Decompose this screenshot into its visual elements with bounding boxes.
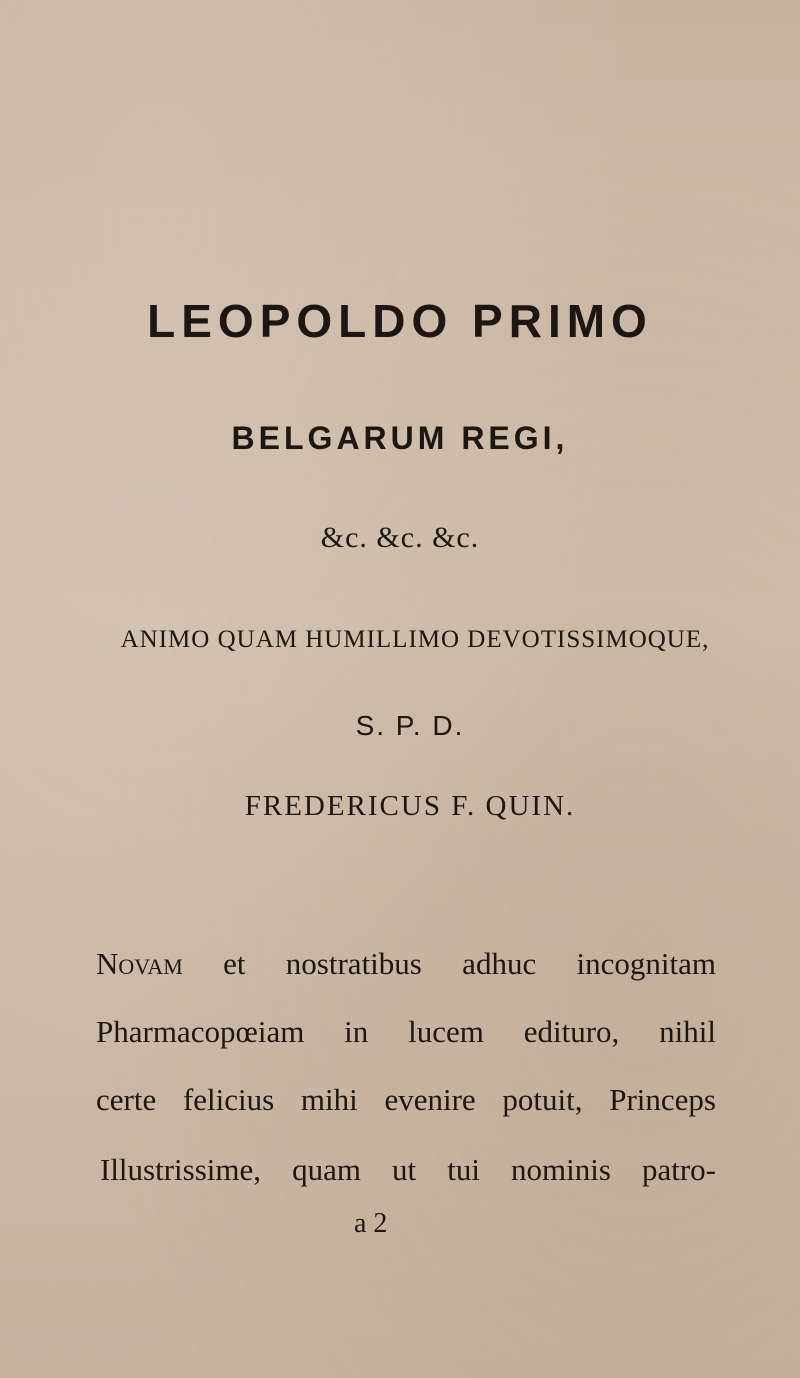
body-line-2: Pharmacopœiam in lucem edituro, nihil	[96, 1014, 716, 1049]
signature-mark: a 2	[354, 1208, 388, 1239]
body-line-1-rest: et nostratibus adhuc incognitam	[223, 946, 716, 981]
body-line-1	[96, 944, 716, 984]
body-line-3: certe felicius mihi evenire potuit, Princeps	[96, 1082, 716, 1117]
body-first-word: Novam	[96, 946, 183, 981]
body-line-4: Illustrissime, quam ut tui nominis patro-	[100, 1152, 716, 1187]
dedication-line: ANIMO QUAM HUMILLIMO DEVOTISSIMOQUE,	[120, 626, 710, 653]
author-name: FREDERICUS F. QUIN.	[244, 790, 576, 822]
et-cetera-line: &c. &c. &c.	[320, 521, 480, 554]
dedicatee-name: LEOPOLDO PRIMO	[147, 295, 653, 347]
dedicatee-title: BELGARUM REGI,	[231, 420, 569, 456]
salutation-abbreviation: S. P. D.	[355, 710, 465, 741]
